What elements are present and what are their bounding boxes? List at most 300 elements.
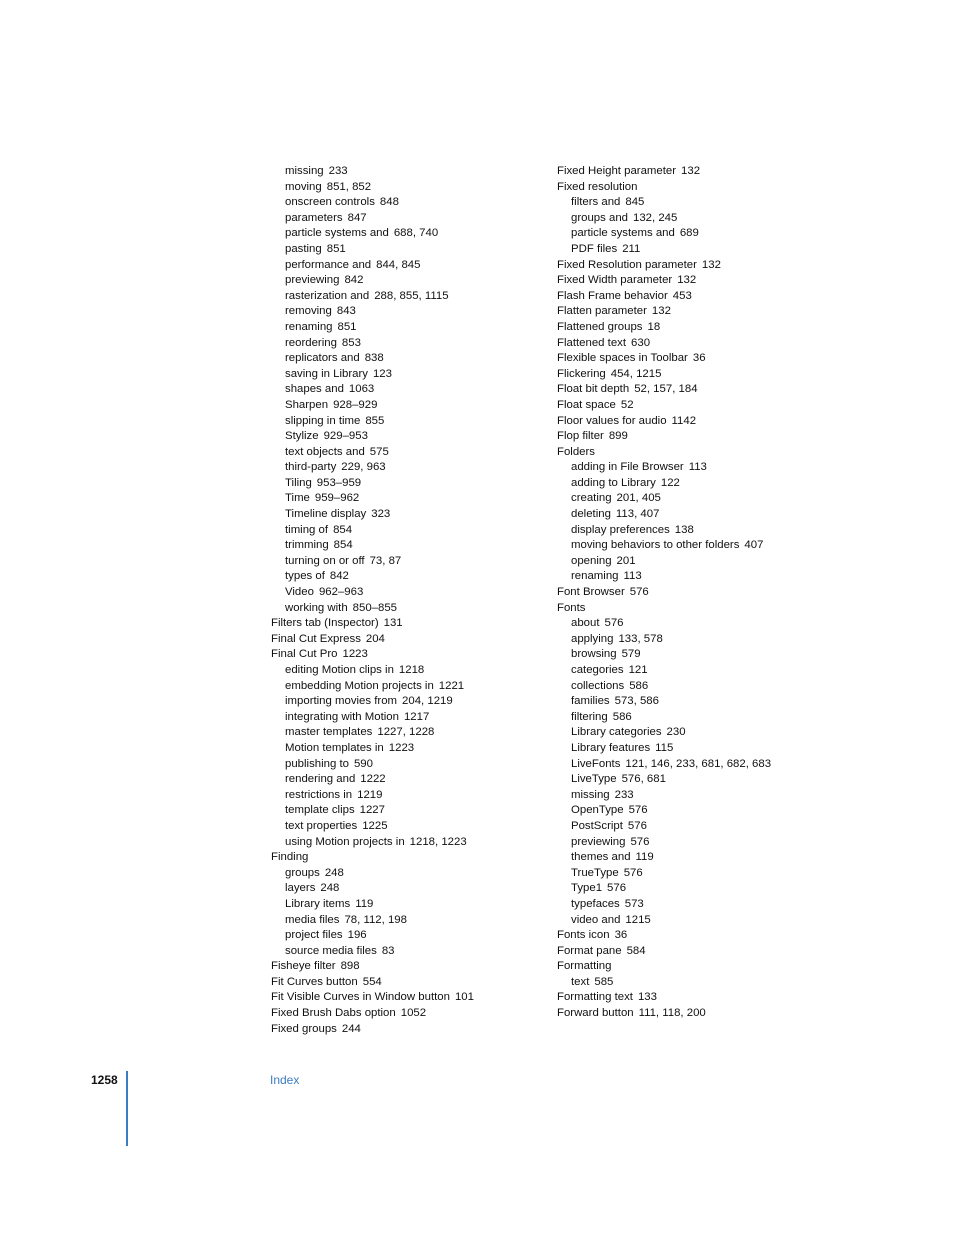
index-page-refs: 132, 245 <box>633 211 678 224</box>
index-term: master templates <box>285 726 373 739</box>
index-term: trimming <box>285 539 329 552</box>
index-term: moving behaviors to other folders <box>571 539 740 552</box>
index-subentry <box>557 741 797 757</box>
index-term: Fixed resolution <box>557 180 638 193</box>
index-subentry <box>557 757 797 773</box>
index-term: removing <box>285 305 332 318</box>
index-page-refs: 851 <box>326 242 346 255</box>
index-subentry <box>271 928 531 944</box>
index-page-refs: 133, 578 <box>618 632 663 645</box>
index-subentry <box>271 304 531 320</box>
index-entry <box>271 616 531 632</box>
index-page-refs: 1063 <box>348 383 375 396</box>
index-subentry <box>557 835 797 851</box>
index-page-refs: 576 <box>607 882 627 895</box>
index-entry <box>557 164 797 180</box>
index-subentry <box>271 491 531 507</box>
index-term: moving <box>285 180 322 193</box>
index-page-refs: 844, 845 <box>376 258 421 271</box>
index-entry <box>557 304 797 320</box>
index-page-refs: 132 <box>701 258 721 271</box>
index-term: pasting <box>285 242 322 255</box>
index-term: themes and <box>571 851 631 864</box>
index-term: LiveFonts <box>571 757 621 770</box>
index-subentry <box>271 367 531 383</box>
index-page-refs: 1221 <box>438 679 465 692</box>
index-subentry <box>271 913 531 929</box>
index-subentry <box>557 226 797 242</box>
index-term: Fixed Width parameter <box>557 274 673 287</box>
index-page-refs: 838 <box>364 352 384 365</box>
index-page-refs: 842 <box>329 570 349 583</box>
index-page-refs: 83 <box>381 944 395 957</box>
index-term: Fonts <box>557 601 586 614</box>
index-page-refs: 196 <box>347 929 367 942</box>
index-page-refs: 36 <box>614 929 628 942</box>
index-page-refs: 851, 852 <box>326 180 372 193</box>
page-number: 1258 <box>91 1073 118 1087</box>
index-entry <box>557 1006 797 1022</box>
index-term: Fixed Resolution parameter <box>557 258 697 271</box>
index-page-refs: 842 <box>344 274 364 287</box>
index-subentry <box>271 944 531 960</box>
index-term: Stylize <box>285 430 319 443</box>
index-term: Folders <box>557 445 595 458</box>
index-entry <box>557 336 797 352</box>
index-column-left <box>271 164 531 1037</box>
index-subentry <box>271 180 531 196</box>
index-subentry <box>271 414 531 430</box>
index-page-refs: 1219 <box>357 788 383 801</box>
index-page-refs: 573 <box>624 897 644 910</box>
index-page-refs: 248 <box>320 882 340 895</box>
index-subentry <box>271 679 531 695</box>
index-subentry <box>271 866 531 882</box>
index-term: particle systems and <box>285 227 389 240</box>
index-page-refs: 132 <box>681 165 701 177</box>
index-page-refs: 1223 <box>342 648 368 661</box>
index-term: Tiling <box>285 476 312 489</box>
index-term: PostScript <box>571 819 623 832</box>
index-page-refs: 453 <box>672 289 692 302</box>
index-term: Fisheye filter <box>271 960 336 973</box>
index-term: Final Cut Express <box>271 632 361 645</box>
index-term: Fixed groups <box>271 1022 337 1035</box>
index-page-refs: 323 <box>371 508 391 521</box>
index-term: timing of <box>285 523 329 536</box>
index-page-refs: 584 <box>626 944 646 957</box>
index-term: Time <box>285 492 310 505</box>
index-subentry <box>557 788 797 804</box>
index-entry <box>557 289 797 305</box>
index-subentry <box>557 897 797 913</box>
index-page-refs: 554 <box>362 975 382 988</box>
index-subentry <box>557 663 797 679</box>
index-subentry <box>271 507 531 523</box>
index-term: OpenType <box>571 804 624 817</box>
index-term: typefaces <box>571 897 620 910</box>
index-page-refs: 122 <box>660 476 680 489</box>
index-subentry <box>557 710 797 726</box>
index-term: Fit Visible Curves in Window button <box>271 991 450 1004</box>
index-term: Fonts icon <box>557 929 610 942</box>
index-term: parameters <box>285 211 343 224</box>
index-page-refs: 689 <box>679 227 699 240</box>
index-entry <box>557 367 797 383</box>
index-page-refs: 121 <box>628 664 648 676</box>
index-subentry <box>271 398 531 414</box>
index-term: slipping in time <box>285 414 361 427</box>
index-entry <box>557 944 797 960</box>
index-entry <box>557 351 797 367</box>
index-term: families <box>571 695 610 708</box>
index-page-refs: 1218, 1223 <box>409 835 467 848</box>
index-subentry <box>271 460 531 476</box>
index-subentry <box>271 382 531 398</box>
index-term: embedding Motion projects in <box>285 679 434 692</box>
index-page-refs: 407 <box>744 539 764 552</box>
index-subentry <box>557 913 797 929</box>
index-term: restrictions in <box>285 788 353 801</box>
index-subentry <box>557 850 797 866</box>
index-page-refs: 576 <box>623 866 643 879</box>
index-page-refs: 52, 157, 184 <box>634 383 698 396</box>
index-subentry <box>271 569 531 585</box>
index-term: rendering and <box>285 773 356 786</box>
index-page-refs: 898 <box>340 960 360 973</box>
index-page-refs: 119 <box>355 897 374 910</box>
section-label: Index <box>270 1073 300 1087</box>
index-page-refs: 111, 118, 200 <box>638 1007 706 1020</box>
index-term: Floor values for audio <box>557 414 667 427</box>
index-page-refs: 233 <box>614 788 634 801</box>
index-entry <box>271 1006 531 1022</box>
index-page-refs: 953–959 <box>316 476 362 489</box>
index-page-refs: 576 <box>630 835 650 848</box>
index-term: template clips <box>285 804 355 817</box>
index-page-refs: 1215 <box>625 913 651 926</box>
index-entry <box>271 990 531 1006</box>
index-term: Flexible spaces in Toolbar <box>557 352 688 365</box>
index-term: replicators and <box>285 352 360 365</box>
index-term: reordering <box>285 336 337 349</box>
index-term: text properties <box>285 819 358 832</box>
index-term: onscreen controls <box>285 196 375 209</box>
index-entry <box>557 398 797 414</box>
index-term: Flickering <box>557 367 606 380</box>
index-entry <box>557 601 797 617</box>
footer-divider <box>126 1071 128 1146</box>
index-term: browsing <box>571 648 617 661</box>
index-term: Font Browser <box>557 586 625 599</box>
index-subentry <box>271 663 531 679</box>
index-term: opening <box>571 554 612 567</box>
index-entry <box>271 1022 531 1038</box>
index-subentry <box>557 772 797 788</box>
index-subentry <box>271 351 531 367</box>
index-page-refs: 853 <box>341 336 361 349</box>
index-page-refs: 851 <box>337 320 357 333</box>
index-page-refs: 233 <box>328 165 348 177</box>
index-entry <box>557 445 797 461</box>
index-page-refs: 1142 <box>671 414 697 427</box>
index-subentry <box>271 523 531 539</box>
index-entry <box>557 585 797 601</box>
index-subentry <box>271 273 531 289</box>
index-term: Fit Curves button <box>271 975 358 988</box>
index-term: Final Cut Pro <box>271 648 338 661</box>
index-term: Video <box>285 586 314 599</box>
index-subentry <box>271 226 531 242</box>
index-term: deleting <box>571 508 611 521</box>
index-term: Fixed Height parameter <box>557 165 677 177</box>
index-term: groups and <box>571 211 628 224</box>
index-page-refs: 845 <box>625 196 645 209</box>
index-page-refs: 244 <box>341 1022 361 1035</box>
index-page-refs: 1223 <box>388 741 415 754</box>
index-subentry <box>557 491 797 507</box>
index-page-refs: 854 <box>333 523 353 536</box>
index-subentry <box>271 429 531 445</box>
index-subentry <box>271 601 531 617</box>
index-page-refs: 586 <box>612 710 632 723</box>
index-page-refs: 123 <box>372 367 392 380</box>
index-page-refs: 113, 407 <box>615 508 660 521</box>
index-term: saving in Library <box>285 367 368 380</box>
index-page-refs: 121, 146, 233, 681, 682, 683 <box>625 757 772 770</box>
index-term: integrating with Motion <box>285 710 399 723</box>
index-subentry <box>557 881 797 897</box>
index-page-refs: 119 <box>635 851 654 864</box>
index-page-refs: 576, 681 <box>621 773 666 786</box>
index-term: source media files <box>285 944 377 957</box>
index-term: renaming <box>571 570 619 583</box>
index-term: text <box>571 975 590 988</box>
index-page-refs: 113 <box>688 461 707 474</box>
index-subentry <box>557 679 797 695</box>
index-page-refs: 248 <box>324 866 344 879</box>
index-term: Float bit depth <box>557 383 630 396</box>
index-subentry <box>557 632 797 648</box>
index-page-refs: 113 <box>623 570 642 583</box>
index-term: publishing to <box>285 757 349 770</box>
index-entry <box>557 180 797 196</box>
index-term: Type1 <box>571 882 603 895</box>
index-subentry <box>271 725 531 741</box>
index-entry <box>271 959 531 975</box>
index-term: third-party <box>285 461 337 474</box>
index-term: Format pane <box>557 944 622 957</box>
index-page-refs: 211 <box>622 242 641 255</box>
index-subentry <box>271 710 531 726</box>
index-page-refs: 959–962 <box>314 492 360 505</box>
index-term: TrueType <box>571 866 619 879</box>
index-subentry <box>271 819 531 835</box>
index-term: about <box>571 617 600 630</box>
index-term: categories <box>571 664 624 676</box>
index-term: missing <box>285 165 324 177</box>
index-term: groups <box>285 866 320 879</box>
index-term: Forward button <box>557 1007 634 1020</box>
index-term: particle systems and <box>571 227 675 240</box>
index-page-refs: 850–855 <box>352 601 398 614</box>
index-page-refs: 586 <box>629 679 649 692</box>
index-subentry <box>557 866 797 882</box>
index-entry <box>557 429 797 445</box>
index-column-right <box>557 164 797 1022</box>
index-subentry <box>557 725 797 741</box>
index-subentry <box>271 585 531 601</box>
index-subentry <box>271 554 531 570</box>
index-entry <box>271 975 531 991</box>
index-subentry <box>557 616 797 632</box>
index-page-refs: 1217 <box>403 710 430 723</box>
index-term: performance and <box>285 258 372 271</box>
index-term: applying <box>571 632 614 645</box>
index-subentry <box>271 164 531 180</box>
index-term: video and <box>571 913 621 926</box>
index-page-refs: 843 <box>336 305 356 318</box>
index-subentry <box>271 258 531 274</box>
index-page-refs: 929–953 <box>323 430 368 443</box>
index-page-refs: 575 <box>369 445 389 458</box>
index-term: layers <box>285 882 316 895</box>
index-subentry <box>271 242 531 258</box>
index-subentry <box>271 320 531 336</box>
index-subentry <box>557 523 797 539</box>
index-term: using Motion projects in <box>285 835 405 848</box>
index-page-refs: 579 <box>621 648 641 661</box>
index-page-refs: 1225 <box>362 819 388 832</box>
index-subentry <box>557 803 797 819</box>
index-page-refs: 899 <box>608 430 628 443</box>
index-subentry <box>557 460 797 476</box>
index-term: display preferences <box>571 523 670 536</box>
index-term: Filters tab (Inspector) <box>271 617 379 630</box>
index-subentry <box>271 741 531 757</box>
index-page-refs: 928–929 <box>333 398 378 411</box>
index-subentry <box>557 975 797 991</box>
index-page-refs: 288, 855, 1115 <box>374 289 449 302</box>
index-subentry <box>271 538 531 554</box>
index-term: collections <box>571 679 625 692</box>
index-term: Fixed Brush Dabs option <box>271 1007 396 1020</box>
index-page-refs: 585 <box>594 975 614 988</box>
index-page-refs: 573, 586 <box>614 695 659 708</box>
index-entry <box>271 850 531 866</box>
index-page-refs: 133 <box>637 991 657 1004</box>
index-subentry <box>557 569 797 585</box>
index-subentry <box>271 476 531 492</box>
index-page-refs: 201, 405 <box>616 492 661 505</box>
index-term: previewing <box>285 274 340 287</box>
index-entry <box>557 382 797 398</box>
index-term: renaming <box>285 320 333 333</box>
index-page-refs: 73, 87 <box>369 554 402 567</box>
index-entry <box>557 320 797 336</box>
index-subentry <box>271 803 531 819</box>
index-page-refs: 855 <box>365 414 385 427</box>
index-page-refs: 131 <box>383 617 403 630</box>
index-term: Library items <box>285 897 351 910</box>
index-term: Flattened groups <box>557 320 643 333</box>
index-term: editing Motion clips in <box>285 664 394 676</box>
index-page-refs: 78, 112, 198 <box>344 913 407 926</box>
index-term: turning on or off <box>285 554 365 567</box>
index-page-refs: 115 <box>655 741 674 754</box>
index-page-refs: 590 <box>353 757 373 770</box>
index-subentry <box>557 242 797 258</box>
index-page-refs: 847 <box>347 211 367 224</box>
index-term: Timeline display <box>285 508 367 521</box>
index-subentry <box>271 694 531 710</box>
index-subentry <box>271 788 531 804</box>
index-page-refs: 101 <box>454 991 474 1004</box>
index-page-refs: 204 <box>365 632 385 645</box>
index-term: Float space <box>557 398 616 411</box>
index-term: adding to Library <box>571 476 656 489</box>
index-page-refs: 576 <box>628 804 648 817</box>
index-page-refs: 1227 <box>359 804 385 817</box>
index-page-refs: 36 <box>692 352 706 365</box>
index-entry <box>271 632 531 648</box>
index-subentry <box>557 647 797 663</box>
index-page-refs: 132 <box>651 305 671 318</box>
index-entry <box>557 990 797 1006</box>
index-subentry <box>557 694 797 710</box>
index-subentry <box>271 757 531 773</box>
index-subentry <box>557 819 797 835</box>
index-term: Flattened text <box>557 336 627 349</box>
index-page-refs: 132 <box>677 274 697 287</box>
index-entry <box>557 928 797 944</box>
index-subentry <box>271 211 531 227</box>
index-term: text objects and <box>285 445 365 458</box>
index-entry <box>557 959 797 975</box>
index-subentry <box>271 835 531 851</box>
index-term: shapes and <box>285 383 344 396</box>
index-term: Library features <box>571 741 651 754</box>
index-term: Motion templates in <box>285 741 384 754</box>
index-term: Flash Frame behavior <box>557 289 668 302</box>
index-page-refs: 201 <box>616 554 636 567</box>
index-term: Finding <box>271 851 309 864</box>
index-term: filtering <box>571 710 608 723</box>
index-page-refs: 1218 <box>398 664 425 676</box>
index-term: project files <box>285 929 343 942</box>
index-term: Sharpen <box>285 398 329 411</box>
index-term: Library categories <box>571 726 662 739</box>
index-term: media files <box>285 913 340 926</box>
index-entry <box>557 258 797 274</box>
index-term: previewing <box>571 835 626 848</box>
index-term: adding in File Browser <box>571 461 684 474</box>
index-subentry <box>271 195 531 211</box>
index-term: types of <box>285 570 325 583</box>
index-term: importing movies from <box>285 695 398 708</box>
index-term: creating <box>571 492 612 505</box>
index-page-refs: 1222 <box>360 773 386 786</box>
index-page-refs: 138 <box>674 523 694 536</box>
index-page-refs: 688, 740 <box>393 227 439 240</box>
index-page-refs: 1052 <box>400 1007 427 1020</box>
index-subentry <box>557 476 797 492</box>
index-term: Flop filter <box>557 430 604 443</box>
index-page-refs: 454, 1215 <box>610 367 662 380</box>
index-subentry <box>271 289 531 305</box>
index-page-refs: 229, 963 <box>341 461 386 474</box>
index-entry <box>271 647 531 663</box>
